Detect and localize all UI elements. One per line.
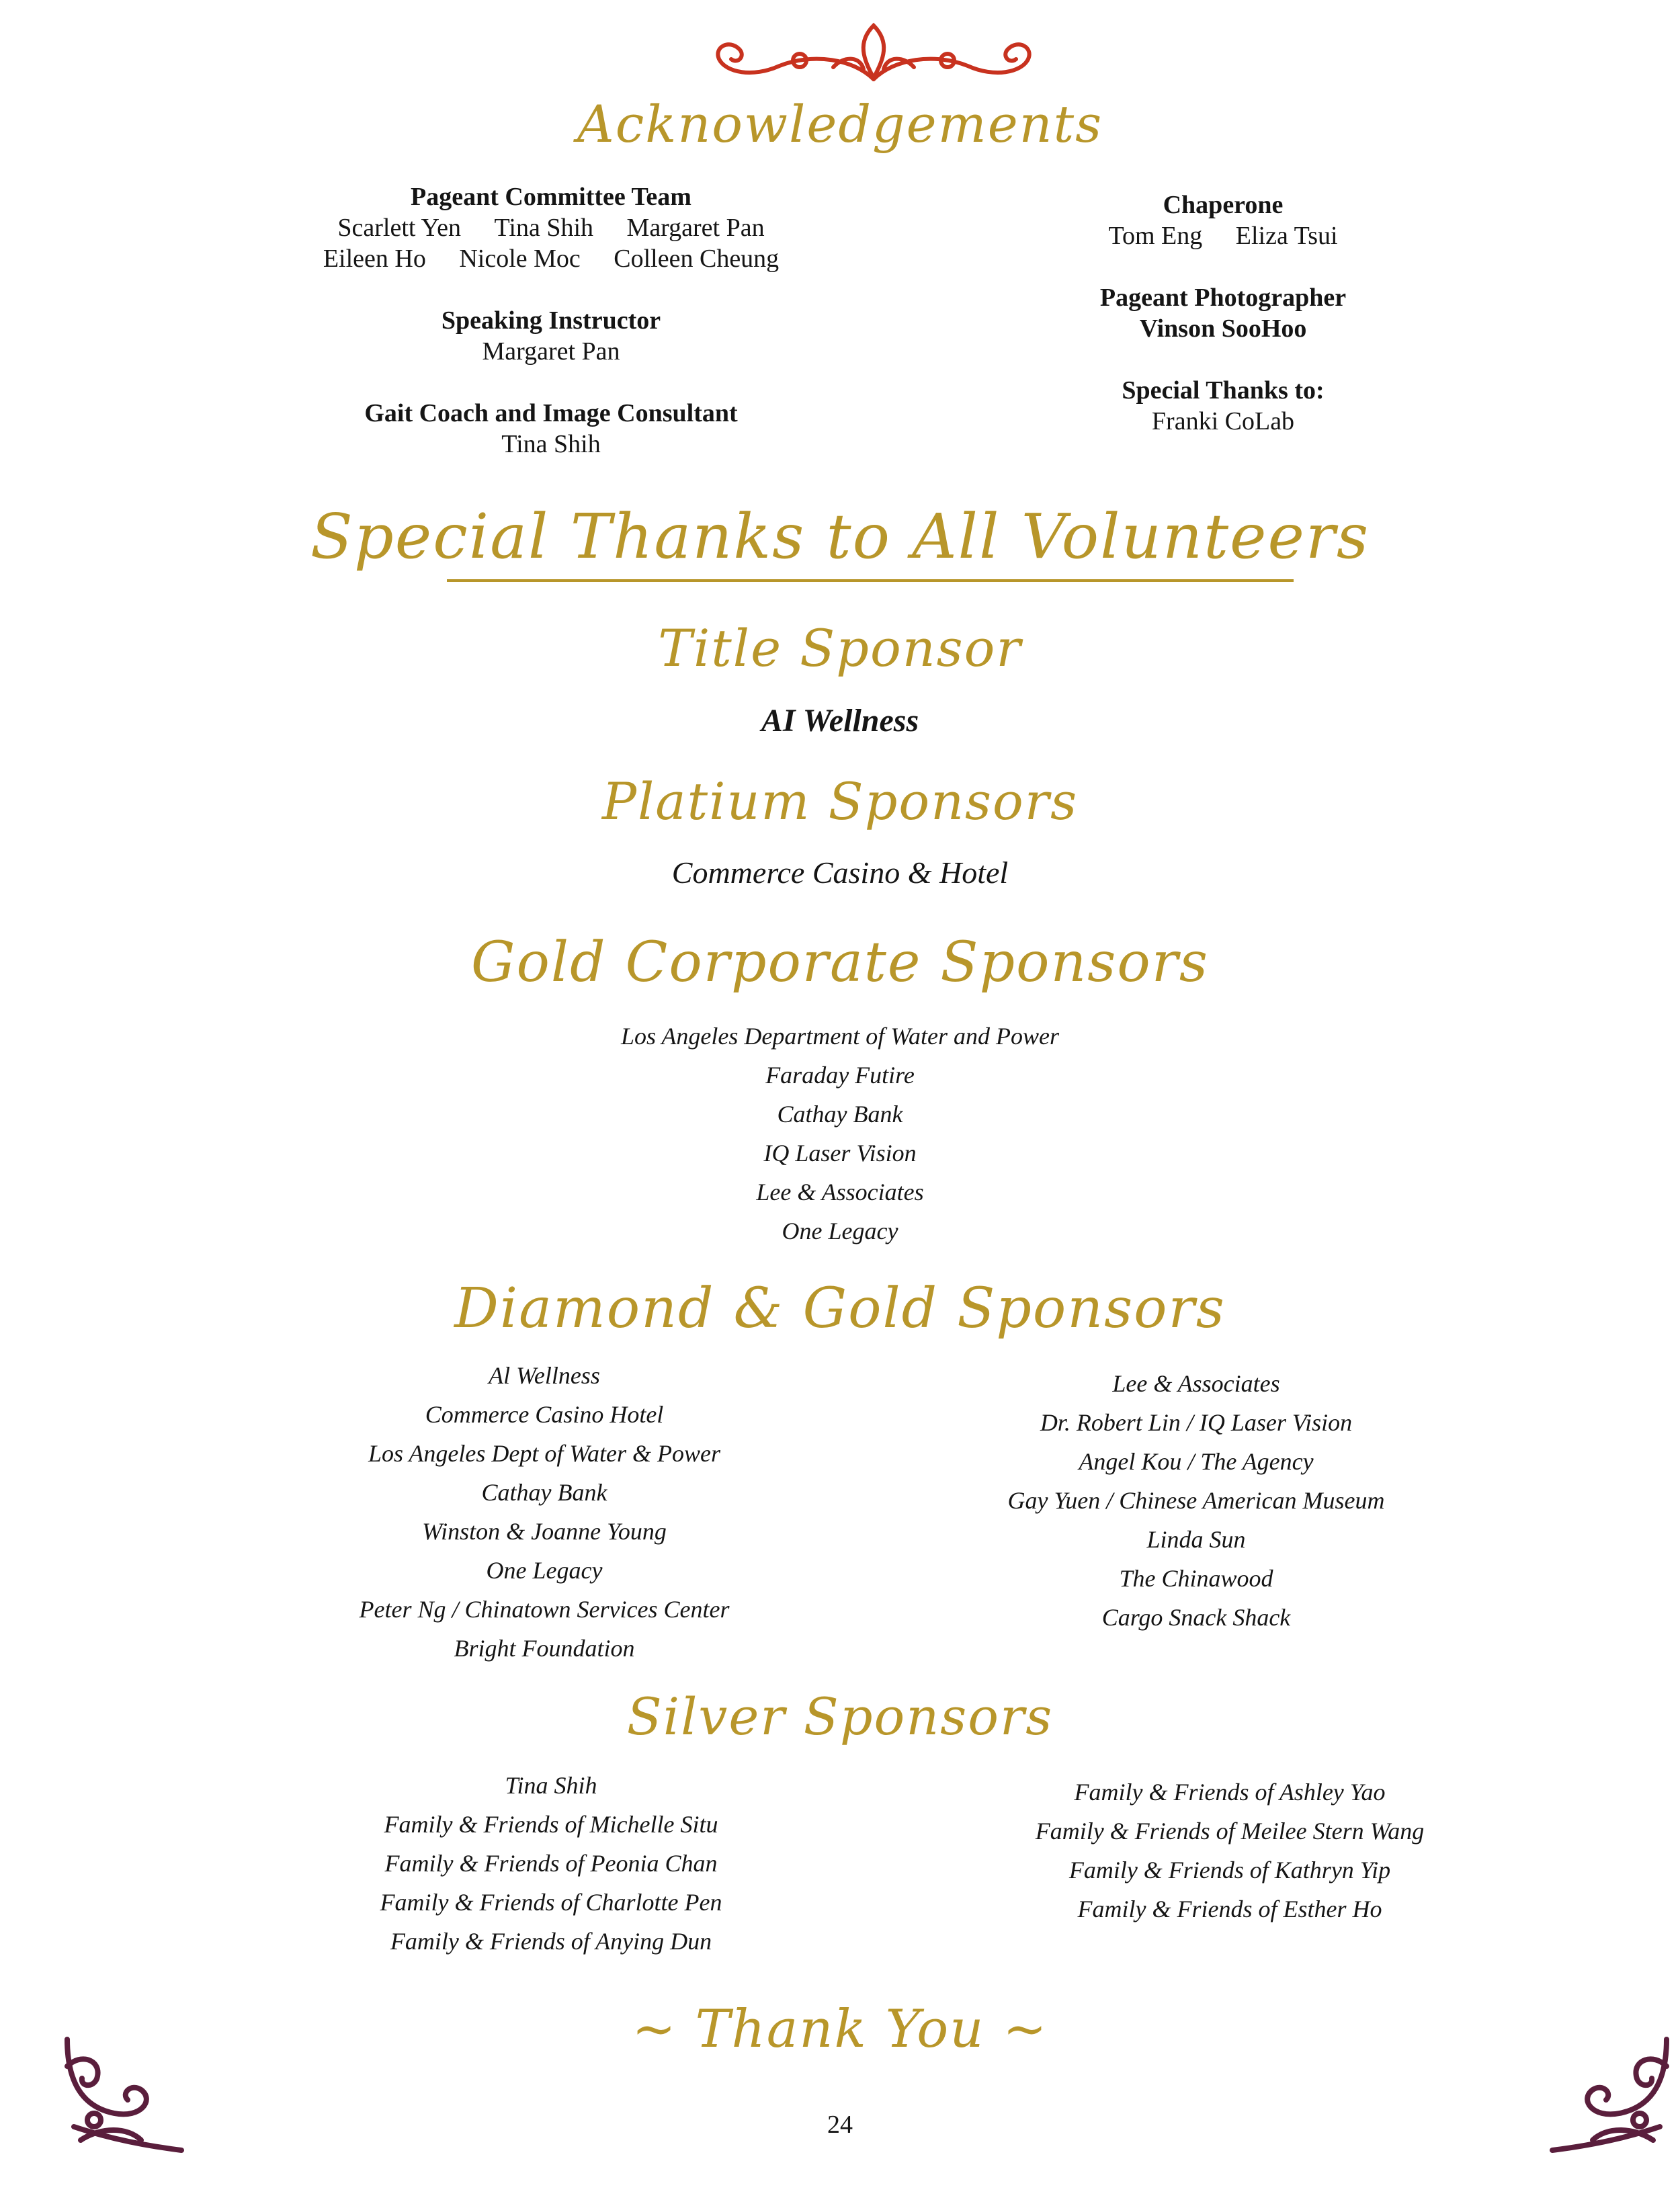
committee-member: Nicole Moc <box>459 245 581 273</box>
committee-heading: Pageant Committee Team <box>411 183 691 211</box>
list-item: Los Angeles Department of Water and Power <box>621 1023 1059 1050</box>
gold-corporate-list <box>0 1017 1680 1251</box>
silver-sponsors-heading: Silver Sponsors <box>626 1687 1054 1746</box>
silver-left-list <box>282 1766 820 1961</box>
special-thanks-name: Franki CoLab <box>1151 407 1295 435</box>
speaking-instructor-block <box>282 305 820 367</box>
chaperone-name: Tom Eng <box>1108 222 1203 250</box>
gold-corporate-heading: Gold Corporate Sponsors <box>470 931 1210 994</box>
gait-coach-name: Tina Shih <box>501 430 601 458</box>
committee-member: Scarlett Yen <box>337 214 462 242</box>
list-item: Lee & Associates <box>756 1179 924 1205</box>
gait-coach-block <box>282 398 820 460</box>
committee-member: Colleen Cheung <box>614 245 780 273</box>
list-item: Winston & Joanne Young <box>422 1518 667 1545</box>
list-item: Cathay Bank <box>777 1101 903 1128</box>
list-item: Lee & Associates <box>1112 1370 1280 1397</box>
photographer-name: Vinson SooHoo <box>1139 314 1307 343</box>
list-item: Family & Friends of Charlotte Pen <box>380 1889 722 1916</box>
list-item: Family & Friends of Michelle Situ <box>384 1811 718 1838</box>
list-item: Cathay Bank <box>481 1479 607 1506</box>
list-item: IQ Laser Vision <box>763 1140 917 1167</box>
corner-flourish-right-icon <box>1546 2026 1680 2160</box>
list-item: Cargo Snack Shack <box>1101 1604 1291 1631</box>
list-item: Family & Friends of Esther Ho <box>1077 1896 1382 1922</box>
list-item: Family & Friends of Kathryn Yip <box>1068 1857 1391 1883</box>
list-item: One Legacy <box>782 1218 898 1244</box>
list-item: Linda Sun <box>1146 1526 1246 1553</box>
diamond-gold-heading: Diamond & Gold Sponsors <box>454 1277 1226 1341</box>
chaperone-name: Eliza Tsui <box>1235 222 1338 250</box>
list-item: Al Wellness <box>489 1362 600 1389</box>
volunteers-heading: Special Thanks to All Volunteers <box>310 501 1370 573</box>
diamond-gold-left-list <box>289 1356 800 1668</box>
list-item: Bright Foundation <box>454 1635 635 1662</box>
speaking-instructor-name: Margaret Pan <box>482 337 620 366</box>
chaperone-heading: Chaperone <box>1163 191 1284 219</box>
list-item: The Chinawood <box>1119 1565 1273 1592</box>
thank-you-closing: ~ Thank You ~ <box>632 1999 1048 2060</box>
speaking-instructor-heading: Speaking Instructor <box>441 306 661 335</box>
gait-coach-heading: Gait Coach and Image Consultant <box>364 399 738 427</box>
committee-member: Eileen Ho <box>323 245 426 273</box>
list-item: Dr. Robert Lin / IQ Laser Vision <box>1040 1409 1353 1436</box>
chaperone-block <box>1021 189 1425 251</box>
acknowledgements-title: Acknowledgements <box>577 94 1103 154</box>
list-item: Gay Yuen / Chinese American Museum <box>1007 1487 1385 1514</box>
list-item: Faraday Futire <box>765 1062 915 1089</box>
photographer-heading: Pageant Photographer <box>1099 284 1347 312</box>
list-item: Family & Friends of Ashley Yao <box>1074 1779 1386 1806</box>
title-sponsor-name: AI Wellness <box>761 703 919 738</box>
committee-row-1 <box>282 212 820 243</box>
list-item: Commerce Casino Hotel <box>425 1401 664 1428</box>
silver-right-list <box>968 1773 1492 1929</box>
acknowledgements-right-column <box>1021 189 1425 468</box>
diamond-gold-right-list <box>927 1364 1465 1637</box>
volunteers-underline <box>447 579 1294 582</box>
list-item: One Legacy <box>486 1557 603 1584</box>
list-item: Angel Kou / The Agency <box>1079 1448 1314 1475</box>
corner-flourish-left-icon <box>54 2026 188 2160</box>
special-thanks-heading: Special Thanks to: <box>1122 376 1325 405</box>
platinum-sponsors-heading: Platium Sponsors <box>601 771 1079 831</box>
list-item: Family & Friends of Peonia Chan <box>384 1850 718 1877</box>
list-item: Family & Friends of Anying Dun <box>390 1928 712 1955</box>
committee-block <box>282 181 820 274</box>
special-thanks-block <box>1021 375 1425 437</box>
acknowledgements-left-column <box>282 181 820 491</box>
page-number: 24 <box>827 2111 853 2139</box>
top-scroll-ornament <box>699 19 1048 93</box>
platinum-sponsor-name: Commerce Casino & Hotel <box>671 855 1009 890</box>
list-item: Los Angeles Dept of Water & Power <box>368 1440 720 1467</box>
title-sponsor-heading: Title Sponsor <box>658 618 1022 678</box>
committee-member: Margaret Pan <box>626 214 765 242</box>
photographer-block <box>1021 282 1425 344</box>
list-item: Peter Ng / Chinatown Services Center <box>359 1596 730 1623</box>
committee-row-2 <box>282 243 820 274</box>
list-item: Tina Shih <box>505 1772 597 1799</box>
committee-member: Tina Shih <box>494 214 594 242</box>
chaperone-names <box>1021 220 1425 251</box>
list-item: Family & Friends of Meilee Stern Wang <box>1035 1818 1425 1845</box>
